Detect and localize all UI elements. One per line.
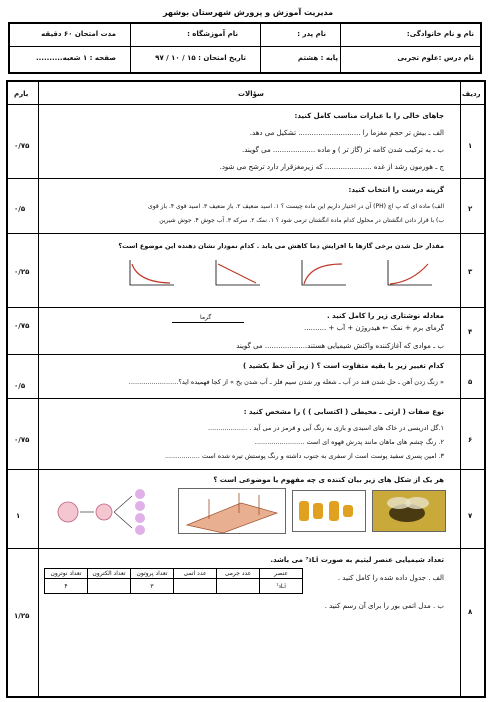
q8-score: ۱/۲۵	[14, 612, 30, 620]
q2-title: گزینه درست را انتخاب کنید:	[348, 186, 444, 194]
table-header: تعداد پروتون	[131, 569, 174, 579]
grade: پایه : هشتم	[297, 54, 338, 62]
table-cell	[217, 579, 260, 594]
table-cell: ۴	[45, 579, 88, 594]
q5-number: ۵	[468, 378, 473, 386]
q5-line: « زنگ زدن آهن ـ حل شدن قند در آب ـ شعله ور شدن سیم فلز ـ آب شدن یخ » از کجا فهمیده اید؟........................	[128, 378, 444, 386]
page-info: صفحه : ۱ شعبه..........	[35, 54, 116, 62]
q1-line-c: ج ـ هورمون رشد از غده ..................... که زیرمغزقرار دارد ترشح می شود.	[219, 163, 444, 171]
row-header: ردیف	[462, 90, 481, 98]
table-header: تعداد نوترون	[45, 569, 88, 579]
q6-line-2: ۲. رنگ چشم های ماهان مانند پدرش قهوه ای است ........................	[254, 438, 444, 446]
student-name-label: نام و نام خانوادگی:	[406, 30, 474, 38]
reaction-arrow	[172, 322, 244, 323]
chromosome-diagram	[292, 490, 366, 532]
course-name: نام درس :علوم تجربی	[397, 54, 474, 62]
q4-score: ۰/۷۵	[14, 322, 30, 330]
q5-score: ۰/۵	[14, 382, 26, 390]
graph-option-4	[124, 258, 176, 288]
q4-equation: گرمای برم + نمک ← هیدروژن + آب + ..........	[304, 324, 444, 332]
score-header: بارم	[14, 90, 29, 98]
q7-number: ۷	[468, 512, 473, 520]
table-header: عدد اتمی	[174, 569, 217, 579]
exam-duration: مدت امتحان ۶۰ دقیقه	[41, 30, 116, 38]
table-cell	[174, 579, 217, 594]
exam-date: تاریخ امتحان : ۱۵ / ۱۰ / ۹۷	[155, 54, 246, 62]
q8-line-a: الف . جدول داده شده را کامل کنید .	[337, 574, 444, 582]
bee-image	[372, 490, 446, 532]
table-header: عدد جرمی	[217, 569, 260, 579]
q3-number: ۳	[468, 268, 473, 276]
table-header: عنصر	[260, 569, 303, 579]
graph-option-1	[382, 258, 434, 288]
q8-title: تعداد شیمیایی عنصر لیتیم به صورت ⁷₃Li می باشد.	[270, 556, 444, 564]
q1-line-b: ب ـ به ترکیب شدن کامه تر (گاز تر ) و ماده ................... می گویند.	[241, 146, 444, 154]
q7-title: هر یک از شکل های زیر بیان کننده ی چه مفهوم یا موضوعی است ؟	[213, 476, 444, 484]
table-cell: ۳	[131, 579, 174, 594]
page-title: مدیریت آموزش و پرورش شهرستان بوشهر	[162, 8, 334, 17]
father-name-label: نام پدر :	[297, 30, 326, 38]
q6-score: ۰/۷۵	[14, 436, 30, 444]
school-name-label: نام آموزشگاه :	[187, 30, 238, 38]
q4-number: ۴	[468, 328, 473, 336]
q6-title: نوع صفات ( ارثی ـ محیطی ( اکتسابی ) ) را مشخص کنید :	[243, 408, 444, 416]
table-cell	[88, 579, 131, 594]
q4-heat-label: گرما	[200, 314, 212, 321]
q3-score: ۰/۲۵	[14, 268, 30, 276]
q4-line-b: ب ـ موادی که آغازکننده واکنش شیمیایی هستند................... می گویند	[236, 342, 444, 350]
cell-division-diagram	[54, 486, 170, 538]
q7-score: ۱	[16, 512, 21, 520]
q5-title: کدام تغییر زیر با بقیه متفاوت است ؟ ( زیر آن خط بکشید )	[242, 362, 444, 370]
q8-number: ۸	[468, 608, 473, 616]
q2-line-a: الف) ماده ای که پ اچ (PH) آن در اختیار داریم این ماده چیست ؟ ۱. اسید ضعیف ۲. باز ضعیف ۳. اسید قوی ۴. باز قوی	[148, 203, 444, 210]
q6-line-3: ۳. امین پسری سفید پوست است از سفری به جنوب داشته و رنگ پوستش تیره شده است .................	[164, 452, 444, 460]
q2-line-b: ب) با قرار دادن انگشتان در محلول کدام ماده انگشتان ترمی شود ؟ ۱. نمک ۲. سرکه ۳. آب جوش ۴. جوش شیرین	[159, 217, 444, 224]
q8-atom-table	[44, 568, 303, 594]
graph-option-3	[210, 258, 262, 288]
graph-option-2	[296, 258, 348, 288]
q1-title: جاهای خالی را با عبارات مناسب کامل کنید:	[294, 112, 444, 120]
table-header: تعداد الکترون	[88, 569, 131, 579]
q1-line-a: الف ـ بیش تر حجم مغزما را ............................ تشکیل می دهد.	[249, 129, 444, 137]
q4-title: معادله نوشتاری زیر را کامل کنید .	[326, 312, 444, 320]
q6-number: ۶	[468, 436, 473, 444]
neuron-diagram	[178, 488, 286, 534]
q6-line-1: ۱.گل ادریسی در خاک های اسیدی و بازی به رنگ آبی و قرمز در می آید . ...................	[207, 424, 444, 432]
q1-number: ۱	[468, 142, 473, 150]
questions-header: سؤالات	[238, 90, 264, 98]
q8-line-b: ب . مدل اتمی بور را برای آن رسم کنید .	[324, 602, 444, 610]
table-cell: ⁷₃Li	[260, 579, 303, 594]
q2-score: ۰/۵	[14, 205, 26, 213]
q1-score: ۰/۷۵	[14, 142, 30, 150]
q2-number: ۲	[468, 205, 473, 213]
q3-title: مقدار حل شدن برخی گازها با افزایش دما کاهش می یابد . کدام نمودار نشان دهنده این موضوع است؟	[118, 242, 444, 250]
